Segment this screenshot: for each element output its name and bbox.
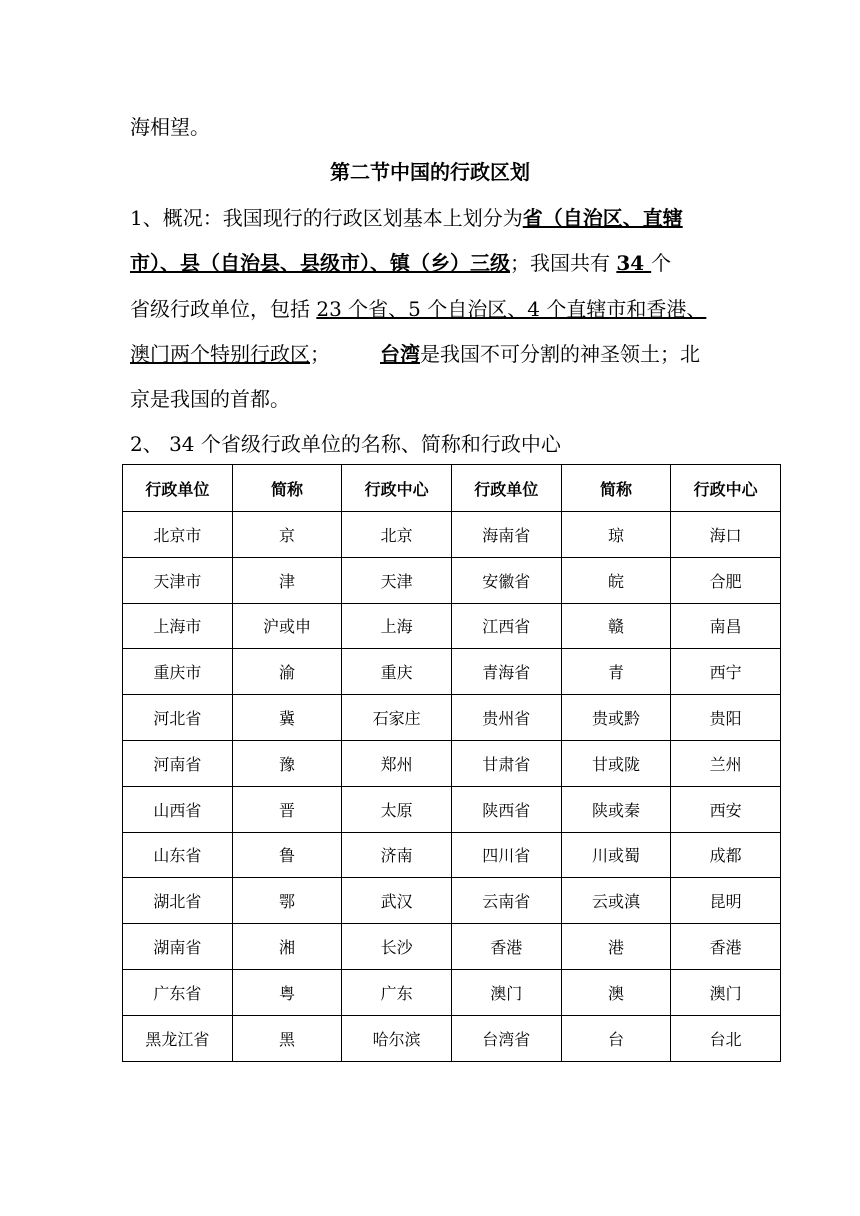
table-cell: 兰州 [671,740,781,786]
intro-tail-text: 海相望。 [130,115,210,139]
para1-line5 [130,385,740,413]
table-cell: 江西省 [451,603,561,649]
admin-levels-part2: 市）、县（自治县、县级市）、镇（乡）三级 [130,251,510,275]
header-cell: 简称 [561,465,671,512]
taiwan-blank: 台湾 [380,342,420,366]
header-cell: 行政中心 [342,465,452,512]
table-cell: 贵阳 [671,695,781,741]
table-row [123,832,781,878]
table-row [123,740,781,786]
table-cell: 广东省 [123,969,233,1015]
table-body [123,512,781,1062]
table-cell: 鲁 [232,832,342,878]
table-cell: 津 [232,557,342,603]
table-cell: 山西省 [123,786,233,832]
header-cell: 行政中心 [671,465,781,512]
table-cell: 南昌 [671,603,781,649]
table-cell: 澳门 [671,969,781,1015]
table-cell: 京 [232,512,342,558]
table-cell: 天津 [342,557,452,603]
header-cell: 行政单位 [451,465,561,512]
table-cell: 澳 [561,969,671,1015]
table-header-row [123,465,781,512]
table-cell: 渝 [232,649,342,695]
table-row [123,603,781,649]
section-title: 第二节中国的行政区划 [330,160,530,184]
table-cell: 黑 [232,1015,342,1061]
table-cell: 台北 [671,1015,781,1061]
para1-line1 [130,204,740,232]
table-cell: 鄂 [232,878,342,924]
table-row [123,786,781,832]
table-cell: 港 [561,924,671,970]
para2-text: 2、 34 个省级行政单位的名称、简称和行政中心 [130,432,561,456]
table-cell: 湘 [232,924,342,970]
table-cell: 台湾省 [451,1015,561,1061]
table-cell: 昆明 [671,878,781,924]
table-cell: 重庆 [342,649,452,695]
table-cell: 哈尔滨 [342,1015,452,1061]
table-cell: 沪或申 [232,603,342,649]
table-cell: 豫 [232,740,342,786]
table-cell: 石家庄 [342,695,452,741]
para1-line3 [130,295,740,323]
table-cell: 海口 [671,512,781,558]
table-cell: 青海省 [451,649,561,695]
table-cell: 川或蜀 [561,832,671,878]
para1-sep: ； [310,342,330,366]
para1-lead: 1、概况：我国现行的行政区划基本上划分为 [130,206,523,230]
para1-rest-b: 京是我国的首都。 [130,387,290,411]
table-cell: 西宁 [671,649,781,695]
table-cell: 河北省 [123,695,233,741]
table-cell: 河南省 [123,740,233,786]
table-cell: 黑龙江省 [123,1015,233,1061]
table-cell: 武汉 [342,878,452,924]
table-cell: 重庆市 [123,649,233,695]
table-cell: 合肥 [671,557,781,603]
table-row [123,649,781,695]
table-cell: 陕或秦 [561,786,671,832]
para1-line4 [130,340,740,368]
table-cell: 北京市 [123,512,233,558]
table-cell: 甘肃省 [451,740,561,786]
table-cell: 澳门 [451,969,561,1015]
table-cell: 天津市 [123,557,233,603]
header-cell: 简称 [232,465,342,512]
composition-part1: 23 个省、5 个自治区、4 个直辖市和香港、 [316,297,707,321]
table-row [123,924,781,970]
table-cell: 粤 [232,969,342,1015]
table-cell: 济南 [342,832,452,878]
admin-levels-part1: 省（自治区、直辖 [522,206,683,230]
table-cell: 上海 [342,603,452,649]
table-cell: 琼 [561,512,671,558]
table-cell: 山东省 [123,832,233,878]
para1-mid2: 个 [651,251,672,275]
table-cell: 郑州 [342,740,452,786]
table-cell: 皖 [561,557,671,603]
table-cell: 陕西省 [451,786,561,832]
table-cell: 贵或黔 [561,695,671,741]
table-cell: 西安 [671,786,781,832]
para1-line2 [130,249,740,277]
para1-mid1: ；我国共有 [510,251,617,275]
table-cell: 北京 [342,512,452,558]
table-cell: 晋 [232,786,342,832]
table-cell: 安徽省 [451,557,561,603]
table-row [123,512,781,558]
table-cell: 香港 [451,924,561,970]
table-row [123,1015,781,1061]
table-cell: 冀 [232,695,342,741]
table-cell: 湖北省 [123,878,233,924]
para1-rest-a: 是我国不可分割的神圣领土；北 [420,342,700,366]
table-cell: 青 [561,649,671,695]
table-row [123,878,781,924]
table-cell: 湖南省 [123,924,233,970]
table-cell: 太原 [342,786,452,832]
table-cell: 四川省 [451,832,561,878]
header-cell: 行政单位 [123,465,233,512]
table-cell: 云南省 [451,878,561,924]
table-cell: 赣 [561,603,671,649]
para1-line3-lead: 省级行政单位，包括 [130,297,317,321]
province-table [122,464,781,1062]
table-row [123,557,781,603]
table-cell: 云或滇 [561,878,671,924]
table-cell: 甘或陇 [561,740,671,786]
province-count: 34 [616,251,652,275]
table-row [123,695,781,741]
table-cell: 台 [561,1015,671,1061]
table-cell: 香港 [671,924,781,970]
table-cell: 广东 [342,969,452,1015]
table-row [123,969,781,1015]
table-cell: 贵州省 [451,695,561,741]
table-cell: 长沙 [342,924,452,970]
table-cell: 上海市 [123,603,233,649]
table-cell: 海南省 [451,512,561,558]
composition-part2: 澳门两个特别行政区 [130,342,310,366]
table-cell: 成都 [671,832,781,878]
